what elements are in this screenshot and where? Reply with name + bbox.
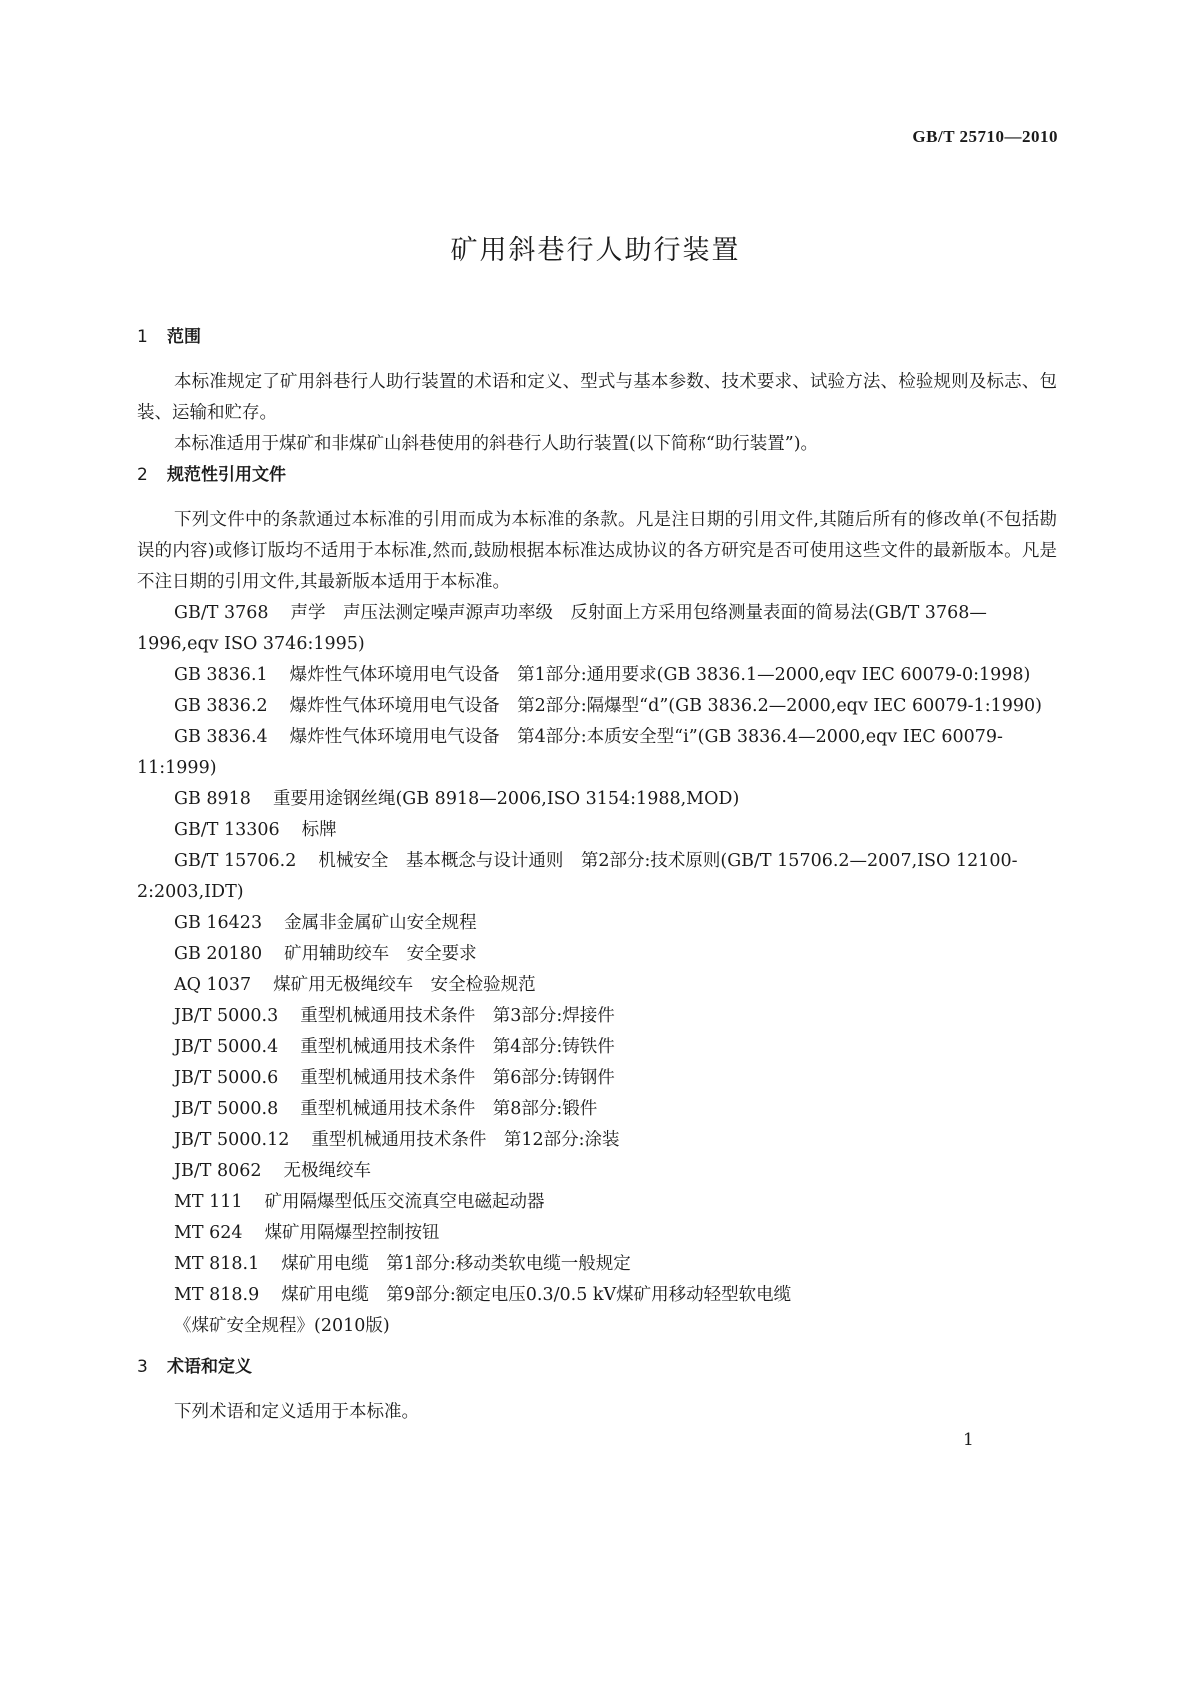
reference-code: JB/T 5000.4 [174,1037,279,1057]
reference-item [137,846,1057,908]
reference-item [137,1125,1057,1156]
reference-title: 爆炸性气体环境用电气设备 第1部分:通用要求(GB 3836.1—2000,eqv IEC 60079-0:1998) [289,665,1031,685]
reference-item [137,1218,1057,1249]
reference-code: JB/T 5000.8 [174,1099,279,1119]
reference-code: MT 111 [174,1192,243,1212]
section-3-heading [137,1352,1057,1383]
reference-title: 重型机械通用技术条件 第6部分:铸钢件 [300,1068,615,1088]
reference-item [137,722,1057,784]
section-number: 2 [137,465,148,485]
section-number: 1 [137,327,148,347]
reference-title: 重型机械通用技术条件 第12部分:涂装 [311,1130,620,1150]
reference-item [137,1032,1057,1063]
section-number: 3 [137,1357,148,1377]
section-1-heading [137,322,1057,353]
reference-title: 爆炸性气体环境用电气设备 第2部分:隔爆型“d”(GB 3836.2—2000,eqv IEC 60079-1:1990) [289,696,1042,716]
reference-title: 煤矿用无极绳绞车 安全检验规范 [273,975,536,995]
standard-code: GB/T 25710—2010 [912,127,1058,146]
reference-item [137,691,1057,722]
reference-list [137,598,1057,1342]
reference-title: 矿用辅助绞车 安全要求 [284,944,477,964]
reference-item [137,908,1057,939]
reference-title: 重型机械通用技术条件 第3部分:焊接件 [300,1006,615,1026]
reference-code: GB 3836.4 [174,727,268,747]
reference-item [137,939,1057,970]
reference-code: GB 16423 [174,913,263,933]
reference-item [137,1280,1057,1311]
reference-code: JB/T 5000.6 [174,1068,279,1088]
reference-item [137,815,1057,846]
document-body [137,322,1057,1428]
reference-title: 煤矿用隔爆型控制按钮 [264,1223,440,1243]
reference-code: MT 818.9 [174,1285,260,1305]
reference-code: JB/T 5000.12 [174,1130,290,1150]
reference-title: 机械安全 基本概念与设计通则 第2部分:技术原则(GB/T 15706.2—2007,ISO 12100-2:2003,IDT) [137,851,1018,902]
section-title: 术语和定义 [167,1357,252,1377]
reference-title: 无极绳绞车 [283,1161,372,1181]
terms-intro: 下列术语和定义适用于本标准。 [174,1402,419,1422]
reference-title: 重型机械通用技术条件 第8部分:锻件 [300,1099,598,1119]
reference-title: 矿用隔爆型低压交流真空电磁起动器 [264,1192,545,1212]
reference-code: GB/T 3768 [174,603,269,623]
reference-title: 重型机械通用技术条件 第4部分:铸铁件 [300,1037,615,1057]
section-2-heading [137,460,1057,491]
reference-item [137,598,1057,660]
references-intro: 下列文件中的条款通过本标准的引用而成为本标准的条款。凡是注日期的引用文件,其随后所有的修改单(不包括勘误的内容)或修订版均不适用于本标准,然而,鼓励根据本标准达成协议的各方研究是否可使用这些文件的最新版本。凡是不注日期的引用文件,其最新版本适用于本标准。 [137,510,1057,592]
section-title: 规范性引用文件 [167,465,286,485]
reference-title: 《煤矿安全规程》(2010版) [174,1316,390,1336]
reference-item [137,660,1057,691]
reference-title: 重要用途钢丝绳(GB 8918—2006,ISO 3154:1988,MOD) [272,789,740,809]
reference-code: MT 624 [174,1223,243,1243]
reference-code: GB 3836.1 [174,665,268,685]
reference-code: MT 818.1 [174,1254,260,1274]
reference-title: 金属非金属矿山安全规程 [284,913,477,933]
scope-paragraph: 本标准适用于煤矿和非煤矿山斜巷使用的斜巷行人助行装置(以下简称“助行装置”)。 [174,434,819,454]
reference-code: AQ 1037 [174,975,252,995]
scope-paragraph: 本标准规定了矿用斜巷行人助行装置的术语和定义、型式与基本参数、技术要求、试验方法、检验规则及标志、包装、运输和贮存。 [137,372,1057,423]
reference-code: GB/T 13306 [174,820,280,840]
reference-code: GB 8918 [174,789,251,809]
reference-item [137,1094,1057,1125]
reference-code: JB/T 8062 [174,1161,262,1181]
page-number: 1 [963,1430,974,1450]
reference-title: 声学 声压法测定噪声源声功率级 反射面上方采用包络测量表面的简易法(GB/T 3768—1996,eqv ISO 3746:1995) [137,603,987,654]
document-title: 矿用斜巷行人助行装置 [450,235,741,266]
reference-code: GB 20180 [174,944,263,964]
reference-code: GB 3836.2 [174,696,268,716]
reference-code: GB/T 15706.2 [174,851,297,871]
reference-title: 爆炸性气体环境用电气设备 第4部分:本质安全型“i”(GB 3836.4—2000,eqv IEC 60079-11:1999) [137,727,1003,778]
reference-item [137,1001,1057,1032]
reference-item [137,1249,1057,1280]
reference-title: 煤矿用电缆 第9部分:额定电压0.3/0.5 kV煤矿用移动轻型软电缆 [281,1285,792,1305]
reference-title: 煤矿用电缆 第1部分:移动类软电缆一般规定 [281,1254,631,1274]
reference-item [137,970,1057,1001]
reference-item [137,1156,1057,1187]
reference-item [137,784,1057,815]
reference-item [137,1187,1057,1218]
reference-item [137,1063,1057,1094]
reference-title: 标牌 [301,820,337,840]
reference-item [137,1311,1057,1342]
section-title: 范围 [167,327,201,347]
reference-code: JB/T 5000.3 [174,1006,279,1026]
